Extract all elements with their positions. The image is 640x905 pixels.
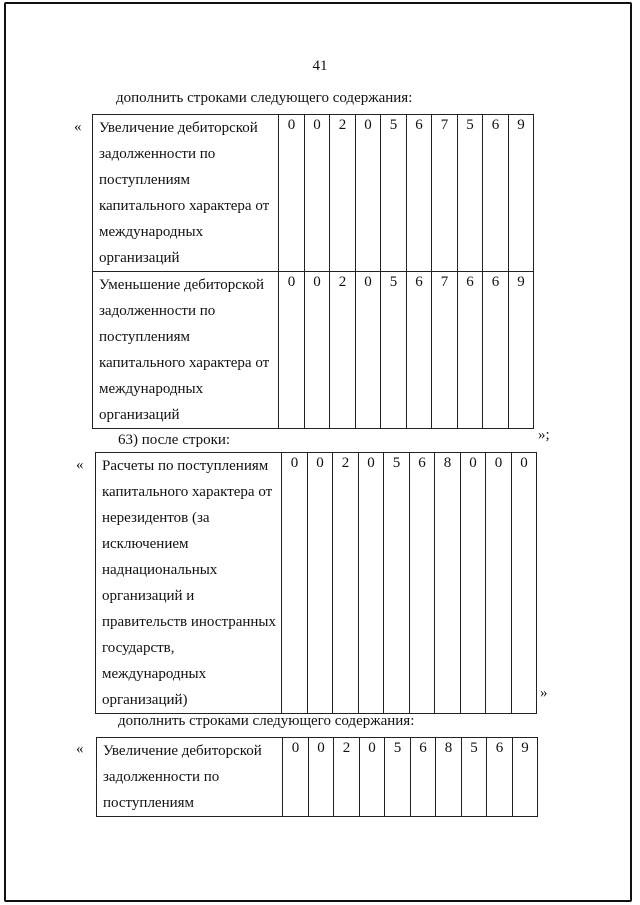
section2-open-quote: «: [76, 457, 84, 473]
code-digit-cell: 6: [483, 272, 509, 429]
row-name-line: задолженности по: [99, 303, 216, 319]
row-name-line: капитального характера от: [99, 198, 270, 214]
code-digit-cell: 6: [407, 115, 432, 272]
code-digit-cell: 2: [334, 738, 360, 817]
code-digit-cell: 2: [330, 272, 356, 429]
row-name-line: Увеличение дебиторской: [103, 743, 262, 759]
row-name-line: международных: [102, 666, 207, 682]
row-name-cell: [97, 738, 283, 817]
section2-code-table: [95, 452, 537, 714]
row-name-line: поступлениям: [99, 172, 191, 188]
code-digit-cell: 0: [486, 453, 512, 714]
code-digit-cell: 0: [309, 738, 334, 817]
row-name-line: исключением: [102, 536, 189, 552]
code-digit-cell: 6: [411, 738, 436, 817]
code-digit-cell: 0: [461, 453, 486, 714]
code-table-row: [96, 453, 537, 714]
row-name-cell: [93, 272, 279, 429]
section1-code-table: [92, 114, 534, 429]
code-digit-cell: 0: [359, 453, 384, 714]
section3-intro: дополнить строками следующего содержания:: [118, 713, 415, 729]
code-digit-cell: 9: [509, 272, 534, 429]
row-name-line: задолженности по: [99, 146, 216, 162]
code-digit-cell: 0: [282, 453, 308, 714]
section2-close-quote: »: [540, 685, 548, 701]
row-name-line: наднациональных: [102, 562, 218, 578]
code-digit-cell: 5: [458, 115, 483, 272]
row-name-line: организаций: [99, 250, 180, 266]
code-digit-cell: 6: [483, 115, 509, 272]
code-digit-cell: 8: [436, 738, 462, 817]
row-name-line: Расчеты по поступлениям: [102, 458, 269, 474]
code-digit-cell: 0: [308, 453, 333, 714]
code-digit-cell: 9: [509, 115, 534, 272]
code-digit-cell: 2: [333, 453, 359, 714]
row-name-line: капитального характера от: [99, 355, 270, 371]
code-digit-cell: 7: [432, 115, 458, 272]
section3-open-quote: «: [76, 741, 84, 757]
section3-code-table: [96, 737, 538, 817]
code-digit-cell: 5: [381, 115, 407, 272]
page-number: 41: [312, 58, 328, 74]
code-digit-cell: 6: [458, 272, 483, 429]
row-name-cell: [93, 115, 279, 272]
row-name-line: поступлениям: [103, 795, 195, 811]
code-digit-cell: 7: [432, 272, 458, 429]
row-name-line: организаций: [99, 407, 180, 423]
code-digit-cell: 0: [360, 738, 385, 817]
code-table-row: [93, 115, 534, 272]
row-name-line: капитального характера от: [102, 484, 273, 500]
row-name-line: международных: [99, 381, 204, 397]
section1-intro: дополнить строками следующего содержания:: [116, 90, 413, 106]
code-digit-cell: 2: [330, 115, 356, 272]
code-digit-cell: 6: [487, 738, 513, 817]
row-name-line: нерезидентов (за: [102, 510, 210, 526]
row-name-line: государств,: [102, 640, 175, 656]
code-digit-cell: 5: [384, 453, 410, 714]
code-digit-cell: 0: [356, 115, 381, 272]
code-digit-cell: 9: [513, 738, 538, 817]
section1-close-quote: »;: [538, 427, 550, 443]
section2-intro: 63) после строки:: [118, 432, 231, 448]
code-digit-cell: 5: [462, 738, 487, 817]
code-digit-cell: 0: [512, 453, 537, 714]
code-digit-cell: 0: [356, 272, 381, 429]
code-digit-cell: 6: [410, 453, 435, 714]
row-name-line: задолженности по: [103, 769, 220, 785]
code-digit-cell: 5: [385, 738, 411, 817]
row-name-line: международных: [99, 224, 204, 240]
row-name-line: Увеличение дебиторской: [99, 120, 258, 136]
row-name-line: поступлениям: [99, 329, 191, 345]
row-name-line: правительств иностранных: [102, 614, 276, 630]
code-digit-cell: 0: [279, 272, 305, 429]
code-digit-cell: 0: [279, 115, 305, 272]
section1-open-quote: «: [74, 119, 82, 135]
code-table-row: [97, 738, 538, 817]
code-digit-cell: 0: [305, 272, 330, 429]
row-name-line: организаций и: [102, 588, 195, 604]
code-digit-cell: 0: [305, 115, 330, 272]
row-name-cell: [96, 453, 282, 714]
code-table-row: [93, 272, 534, 429]
row-name-line: Уменьшение дебиторской: [99, 277, 265, 293]
code-digit-cell: 5: [381, 272, 407, 429]
row-name-line: организаций): [102, 692, 188, 708]
code-digit-cell: 0: [283, 738, 309, 817]
code-digit-cell: 8: [435, 453, 461, 714]
code-digit-cell: 6: [407, 272, 432, 429]
